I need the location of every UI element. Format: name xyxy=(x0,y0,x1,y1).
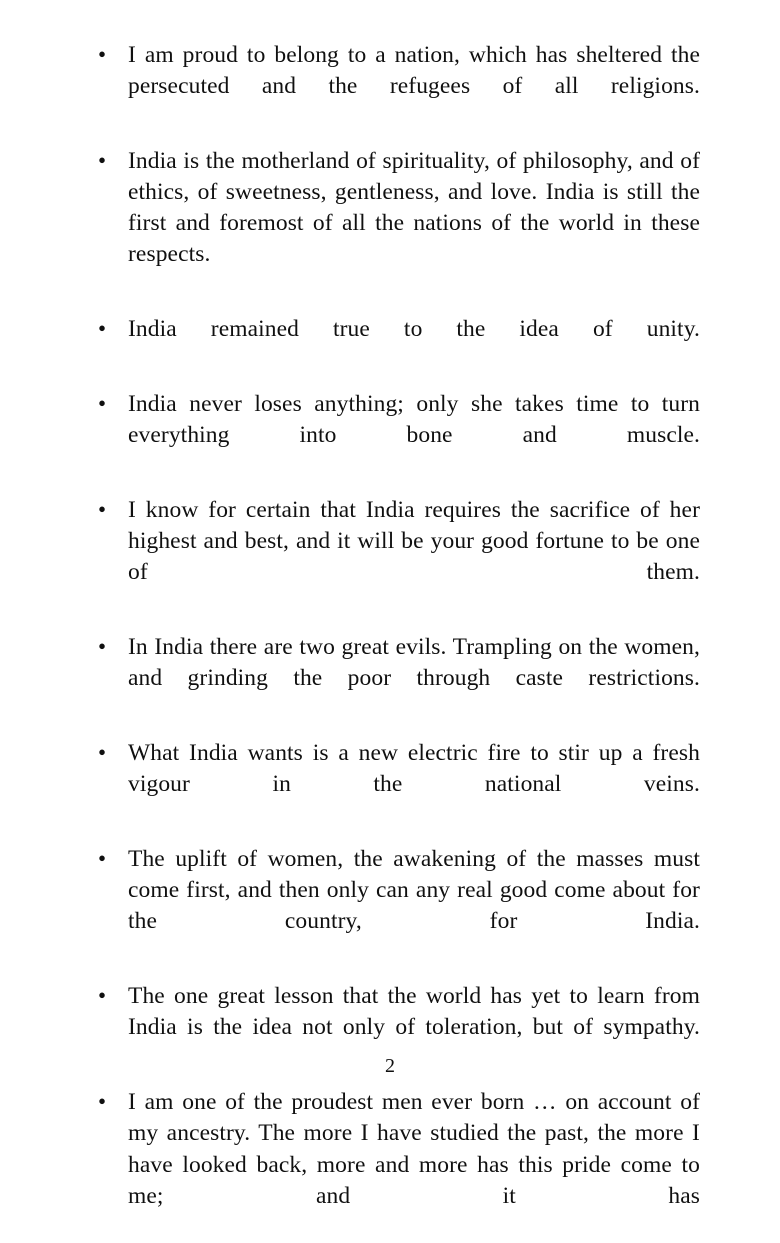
quote-text: The one great lesson that the world has yet to learn from India is the idea not only of toleration, but of sympathy. xyxy=(128,983,700,1041)
bullet-icon: • xyxy=(98,316,107,342)
list-item xyxy=(88,146,700,301)
quote-text: India remained true to the idea of unity. xyxy=(128,316,700,343)
bullet-icon: • xyxy=(98,497,107,523)
bullet-icon: • xyxy=(98,846,107,872)
bullet-icon: • xyxy=(98,42,107,67)
page-number: 2 xyxy=(385,1055,395,1077)
bullet-icon: • xyxy=(98,983,107,1009)
quote-text: I am one of the proudest men ever born … on account of my ancestry. The more I have studied the past, the more I have looked back, more and more has this pride come to me; and it has xyxy=(128,1089,700,1209)
quote-text: What India wants is a new electric fire to stir up a fresh vigour in the national veins. xyxy=(128,740,700,798)
quote-text: I am proud to belong to a nation, which has sheltered the persecuted and the refugees of all religions. xyxy=(128,42,700,100)
list-item xyxy=(88,844,700,968)
list-item xyxy=(88,495,700,619)
bullet-icon: • xyxy=(98,391,107,417)
quote-text: India never loses anything; only she takes time to turn everything into bone and muscle. xyxy=(128,391,700,449)
quote-text: I know for certain that India requires the sacrifice of her highest and best, and it will be your good fortune to be one of them. xyxy=(128,497,700,586)
bullet-icon: • xyxy=(98,148,107,174)
list-item xyxy=(88,738,700,831)
bullet-icon: • xyxy=(98,634,107,660)
list-item xyxy=(88,40,700,133)
list-item xyxy=(88,632,700,725)
list-item xyxy=(88,1087,700,1242)
quote-text: In India there are two great evils. Trampling on the women, and grinding the poor through caste restrictions. xyxy=(128,634,700,692)
list-item xyxy=(88,314,700,376)
list-item xyxy=(88,389,700,482)
quote-text: The uplift of women, the awakening of the masses must come first, and then only can any real good come about for the country, for India. xyxy=(128,846,700,935)
bullet-icon: • xyxy=(98,740,107,766)
quote-text: India is the motherland of spirituality, of philosophy, and of ethics, of sweetness, gentleness, and love. India is still the first and foremost of all the nations of the world in these respects. xyxy=(128,148,700,268)
bullet-icon: • xyxy=(98,1089,107,1115)
